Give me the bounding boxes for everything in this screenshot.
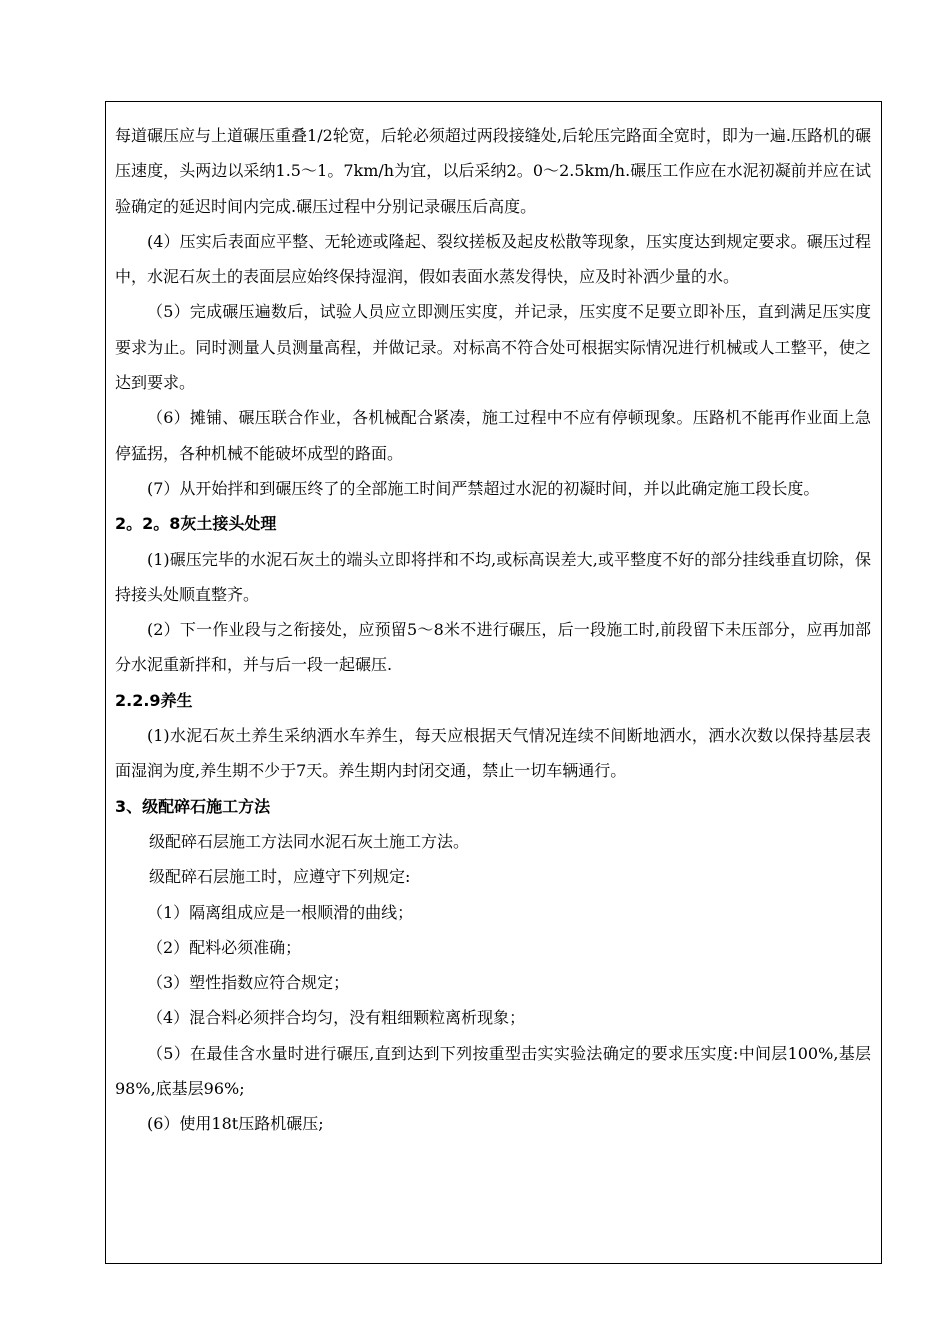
list-item-gravel-1: （1）隔离组成应是一根顺滑的曲线； bbox=[147, 902, 414, 922]
section-heading-curing: 2.2.9养生 bbox=[115, 690, 193, 710]
section-heading-joint-treatment: 2。2。8灰土接头处理 bbox=[115, 514, 277, 534]
paragraph-joint-2: (2）下一作业段与之衔接处，应预留5～8米不进行碾压，后一段施工时,前段留下未压部分，应再加部分水泥重新拌和，并与后一段一起碾压. bbox=[115, 620, 871, 675]
paragraph-rolling-overlap: 每道碾压应与上道碾压重叠1/2轮宽，后轮必须超过两段接缝处,后轮压完路面全宽时，即为一遍.压路机的碾压速度，头两边以采纳1.5～1。7km/h为宜，以后采纳2。0～2.5km/h.碾压工作应在水泥初凝前并应在试验确定的延迟时间内完成.碾压过程中分别记录碾压后高度。 bbox=[115, 126, 871, 216]
paragraph-item-7: (7）从开始拌和到碾压终了的全部施工时间严禁超过水泥的初凝时间，并以此确定施工段长度。 bbox=[147, 478, 820, 498]
paragraph-item-5: （5）完成碾压遍数后，试验人员应立即测压实度，并记录，压实度不足要立即补压，直到满足压实度要求为止。同时测量人员测量高程，并做记录。对标高不符合处可根据实际情况进行机械或人工整平，使之达到要求。 bbox=[115, 302, 871, 393]
list-item-gravel-4: （4）混合料必须拌合均匀，没有粗细颗粒离析现象； bbox=[147, 1008, 526, 1028]
list-item-gravel-6: (6）使用18t压路机碾压; bbox=[147, 1114, 324, 1134]
paragraph-gravel-method: 级配碎石层施工方法同水泥石灰土施工方法。 bbox=[149, 831, 470, 851]
paragraph-curing-1: (1)水泥石灰土养生采纳洒水车养生，每天应根据天气情况连续不间断地洒水，洒水次数以保持基层表面湿润为度,养生期不少于7天。养生期内封闭交通，禁止一切车辆通行。 bbox=[115, 726, 871, 781]
paragraph-item-4: (4）压实后表面应平整、无轮迹或隆起、裂纹搓板及起皮松散等现象，压实度达到规定要求。碾压过程中，水泥石灰土的表面层应始终保持湿润，假如表面水蒸发得快，应及时补洒少量的水。 bbox=[115, 231, 871, 287]
list-item-gravel-2: （2）配料必须准确； bbox=[147, 937, 302, 957]
section-heading-graded-gravel: 3、级配碎石施工方法 bbox=[115, 796, 271, 816]
paragraph-item-6: （6）摊铺、碾压联合作业，各机械配合紧凑，施工过程中不应有停顿现象。压路机不能再作业面上急停猛拐，各种机械不能破坏成型的路面。 bbox=[115, 408, 871, 463]
list-item-gravel-5: （5）在最佳含水量时进行碾压,直到达到下列按重型击实实验法确定的要求压实度:中间层100%,基层98%,底基层96%; bbox=[115, 1043, 871, 1099]
paragraph-gravel-rules: 级配碎石层施工时，应遵守下列规定: bbox=[149, 867, 411, 887]
list-item-gravel-3: （3）塑性指数应符合规定； bbox=[147, 973, 350, 993]
paragraph-joint-1: (1)碾压完毕的水泥石灰土的端头立即将拌和不均,或标高误差大,或平整度不好的部分挂线垂直切除，保持接头处顺直整齐。 bbox=[115, 549, 871, 604]
document-body bbox=[115, 118, 871, 1142]
